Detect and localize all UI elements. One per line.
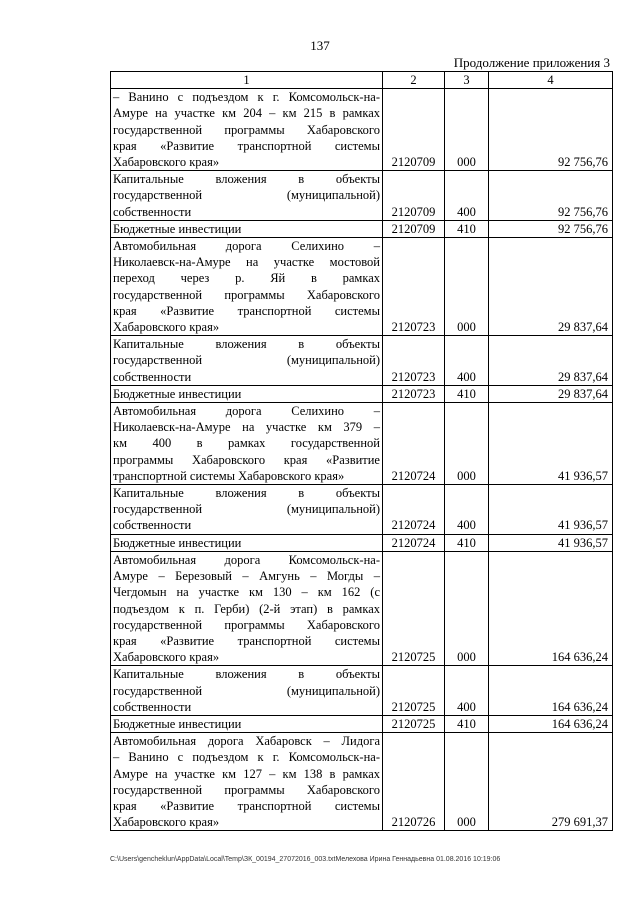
description-line: Хабаровского края» — [113, 155, 220, 170]
table-row — [111, 666, 613, 716]
description-line: переход через р. Яй в рамках — [113, 271, 380, 286]
description-line: Бюджетные инвестиции — [113, 386, 242, 401]
row-target-code: 2120725 — [383, 715, 445, 732]
row-amount: 41 936,57 — [489, 485, 613, 535]
row-expense-type: 000 — [445, 733, 489, 831]
row-description — [111, 666, 383, 716]
description-line: программы Хабаровского края «Развитие — [113, 452, 380, 467]
description-line: Чегдомын на участке км 130 – км 162 (с — [113, 585, 380, 600]
row-target-code: 2120709 — [383, 171, 445, 221]
row-target-code: 2120709 — [383, 89, 445, 171]
table-row — [111, 220, 613, 237]
row-amount: 92 756,76 — [489, 171, 613, 221]
description-line: края «Развитие транспортной системы — [113, 138, 380, 153]
row-amount: 41 936,57 — [489, 534, 613, 551]
description-line: Николаевск-на-Амуре на участке км 379 – — [113, 420, 380, 435]
budget-table — [110, 71, 613, 831]
row-expense-type: 400 — [445, 171, 489, 221]
header-col-4: 4 — [489, 72, 613, 89]
row-target-code: 2120726 — [383, 733, 445, 831]
row-description — [111, 171, 383, 221]
table-row — [111, 733, 613, 831]
description-line: края «Развитие транспортной системы — [113, 798, 380, 813]
row-amount: 29 837,64 — [489, 336, 613, 386]
description-line: Бюджетные инвестиции — [113, 716, 242, 731]
description-line: края «Развитие транспортной системы — [113, 633, 380, 648]
row-description — [111, 715, 383, 732]
row-target-code: 2120723 — [383, 385, 445, 402]
row-target-code: 2120725 — [383, 551, 445, 665]
row-expense-type: 000 — [445, 89, 489, 171]
description-line: Хабаровского края» — [113, 320, 220, 335]
description-line: государственной (муниципальной) — [113, 683, 380, 698]
description-line: края «Развитие транспортной системы — [113, 303, 380, 318]
description-line: Хабаровского края» — [113, 650, 220, 665]
row-target-code: 2120724 — [383, 534, 445, 551]
row-amount: 92 756,76 — [489, 220, 613, 237]
row-amount: 164 636,24 — [489, 666, 613, 716]
row-amount: 92 756,76 — [489, 89, 613, 171]
description-line: собственности — [113, 369, 192, 384]
continuation-label: Продолжение приложения 3 — [453, 55, 610, 70]
description-line: государственной (муниципальной) — [113, 353, 380, 368]
description-line: Николаевск-на-Амуре на участке мостовой — [113, 255, 380, 270]
row-target-code: 2120725 — [383, 666, 445, 716]
description-line: Автомобильная дорога Селихино – — [113, 404, 380, 419]
row-expense-type: 410 — [445, 715, 489, 732]
row-target-code: 2120724 — [383, 403, 445, 485]
row-target-code: 2120724 — [383, 485, 445, 535]
table-header-row — [111, 72, 613, 89]
row-expense-type: 400 — [445, 666, 489, 716]
description-line: государственной (муниципальной) — [113, 502, 380, 517]
description-line: – Ванино с подъездом к г. Комсомольск-на- — [113, 90, 380, 105]
row-description — [111, 733, 383, 831]
description-line: государственной программы Хабаровского — [113, 122, 380, 137]
row-amount: 164 636,24 — [489, 551, 613, 665]
row-amount: 279 691,37 — [489, 733, 613, 831]
row-expense-type: 410 — [445, 385, 489, 402]
description-line: Автомобильная дорога Селихино – — [113, 239, 380, 254]
row-description — [111, 551, 383, 665]
row-amount: 29 837,64 — [489, 385, 613, 402]
row-description — [111, 403, 383, 485]
description-line: Амуре на участке км 127 – км 138 в рамках — [113, 766, 380, 781]
description-line: Капитальные вложения в объекты — [113, 486, 380, 501]
row-amount: 41 936,57 — [489, 403, 613, 485]
header-col-2: 2 — [383, 72, 445, 89]
row-expense-type: 410 — [445, 534, 489, 551]
row-expense-type: 410 — [445, 220, 489, 237]
description-line: Бюджетные инвестиции — [113, 221, 242, 236]
file-path-footer: C:\Users\gencheklun\AppData\Local\Temp\ЗК_00194_27072016_003.txtМелехова Ирина Геннадьевна 01.08.2016 10:19:06 — [110, 856, 501, 863]
row-target-code: 2120723 — [383, 238, 445, 336]
table-row — [111, 485, 613, 535]
description-line: Бюджетные инвестиции — [113, 535, 242, 550]
header-col-1: 1 — [111, 72, 383, 89]
description-line: государственной (муниципальной) — [113, 188, 380, 203]
row-amount: 164 636,24 — [489, 715, 613, 732]
row-expense-type: 000 — [445, 238, 489, 336]
table-row — [111, 238, 613, 336]
description-line: км 400 в рамках государственной — [113, 436, 380, 451]
row-expense-type: 400 — [445, 485, 489, 535]
description-line: Капитальные вложения в объекты — [113, 337, 380, 352]
table-row — [111, 171, 613, 221]
row-expense-type: 400 — [445, 336, 489, 386]
description-line: Хабаровского края» — [113, 815, 220, 830]
description-line: собственности — [113, 699, 192, 714]
row-description — [111, 336, 383, 386]
description-line: государственной программы Хабаровского — [113, 782, 380, 797]
description-line: подъездом к п. Герби) (2-й этап) в рамках — [113, 601, 380, 616]
description-line: Автомобильная дорога Хабаровск – Лидога — [113, 734, 380, 749]
table-row — [111, 403, 613, 485]
description-line: собственности — [113, 204, 192, 219]
row-description — [111, 534, 383, 551]
description-line: – Ванино с подъездом к г. Комсомольск-на- — [113, 750, 380, 765]
description-line: государственной программы Хабаровского — [113, 287, 380, 302]
description-line: Капитальные вложения в объекты — [113, 667, 380, 682]
page-number: 137 — [310, 38, 330, 53]
row-description — [111, 238, 383, 336]
description-line: собственности — [113, 518, 192, 533]
description-line: Капитальные вложения в объекты — [113, 172, 380, 187]
header-col-3: 3 — [445, 72, 489, 89]
table-row — [111, 715, 613, 732]
row-expense-type: 000 — [445, 551, 489, 665]
row-description — [111, 385, 383, 402]
row-description — [111, 485, 383, 535]
table-row — [111, 534, 613, 551]
row-description — [111, 89, 383, 171]
table-row — [111, 551, 613, 665]
row-description — [111, 220, 383, 237]
description-line: транспортной системы Хабаровского края» — [113, 468, 345, 483]
description-line: Амуре на участке км 204 – км 215 в рамках — [113, 106, 380, 121]
row-target-code: 2120709 — [383, 220, 445, 237]
description-line: государственной программы Хабаровского — [113, 617, 380, 632]
description-line: Автомобильная дорога Комсомольск-на- — [113, 552, 380, 567]
table-row — [111, 385, 613, 402]
table-row — [111, 336, 613, 386]
row-target-code: 2120723 — [383, 336, 445, 386]
row-amount: 29 837,64 — [489, 238, 613, 336]
row-expense-type: 000 — [445, 403, 489, 485]
table-row — [111, 89, 613, 171]
description-line: Амуре – Березовый – Амгунь – Могды – — [113, 569, 380, 584]
